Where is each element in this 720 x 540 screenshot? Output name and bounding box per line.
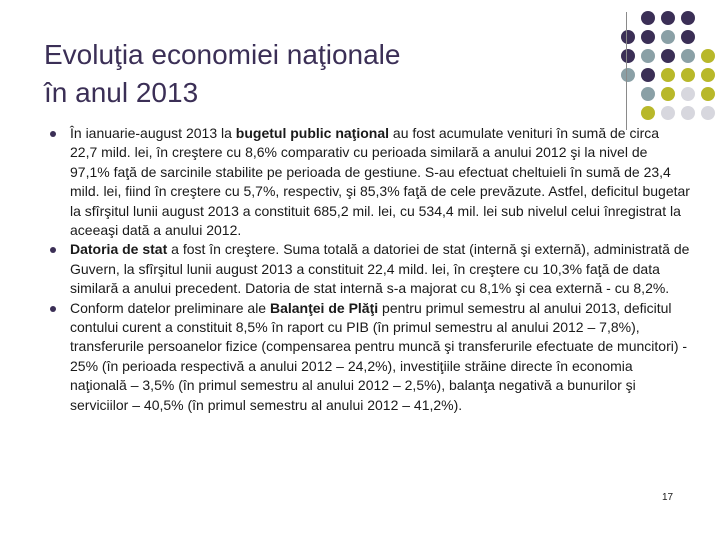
bullet-icon: [50, 306, 56, 312]
slide-title-line-2: în anul 2013: [44, 77, 199, 108]
text-segment: Conform datelor preliminare ale: [70, 299, 270, 316]
dot: [661, 87, 675, 101]
title-divider-line: [626, 12, 627, 130]
dot: [641, 106, 655, 120]
slide-title-line-1: Evoluţia economiei naţionale: [44, 39, 401, 70]
text-segment: au fost acumulate venituri în sumă de circa 22,7 mild. lei, în creştere cu 8,6% comparativ cu perioada similară a anului 2012 şi la nivel de 97,1% faţă de sarcinile stabilite pe perioada de gestiune. S-au efectuat cheltuieli în sumă de 23,4 mild. lei, fiind în creştere cu 5,7%, respectiv, şi 85,3% faţă de cele prevăzute. Astfel, deficitul bugetar la sfîrşitul lunii august 2013 a constituit 685,2 mil. lei, cu 534,4 mil. lei sub nivelul celui înregistrat la aceeaşi dată a anului 2012.: [70, 125, 690, 239]
dot: [661, 11, 675, 25]
dot: [701, 106, 715, 120]
dot: [641, 68, 655, 82]
dot: [681, 49, 695, 63]
dot: [641, 87, 655, 101]
bullet-text: [70, 299, 690, 415]
dot: [701, 49, 715, 63]
dot: [681, 68, 695, 82]
dot: [701, 68, 715, 82]
slide-title: [44, 36, 604, 112]
page-number: 17: [662, 492, 674, 503]
bullet-item-state-debt: [50, 240, 690, 298]
dot: [661, 106, 675, 120]
text-segment: a fost în creştere. Suma totală a datoriei de stat (internă şi externă), administrată de Guvern, la sfîrşitul lunii august 2013 a constituit 22,4 mild. lei, în creştere cu 10,3% faţă de data similară a anului precedent. Datoria de stat internă s-a majorat cu 8,1% şi cea externă - cu 8,2%.: [70, 241, 690, 297]
bullet-text: [70, 240, 690, 298]
bold-term: Balanţei de Plăţi: [269, 299, 379, 316]
bullet-icon: [50, 131, 56, 137]
dot: [641, 49, 655, 63]
dot: [641, 11, 655, 25]
bullet-list: [50, 124, 690, 415]
dot: [621, 68, 635, 82]
dot: [621, 49, 635, 63]
dot: [681, 11, 695, 25]
bullet-icon: [50, 247, 56, 253]
bullet-item-balance-of-payments: [50, 299, 690, 415]
dot: [661, 30, 675, 44]
dot: [641, 30, 655, 44]
text-segment: pentru primul semestru al anului 2013, deficitul contului curent a constituit 8,5% în raport cu PIB (în primul semestru al anului 2012 – 7,8%), transferurile persoanelor fizice (compensarea pentru muncă şi transferurile efectuate de muncitori) - 25% (în perioada respectivă a anului 2012 – 24,2%), investiţiile străine directe în economia naţională – 3,5% (în primul semestru al anului 2012 – 2,5%), balanţa negativă a bunurilor şi serviciilor – 40,5% (în primul semestru al anului 2012 – 41,2%).: [70, 299, 688, 413]
dot: [681, 87, 695, 101]
dot: [661, 68, 675, 82]
dot: [661, 49, 675, 63]
bullet-text: [70, 124, 690, 240]
dot: [701, 87, 715, 101]
bold-term: bugetul public naţional: [235, 125, 390, 141]
dot: [681, 30, 695, 44]
bold-term: Datoria de stat: [70, 241, 168, 258]
dot: [621, 30, 635, 44]
dot: [681, 106, 695, 120]
bullet-item-budget: [50, 124, 690, 240]
text-segment: În ianuarie-august 2013 la: [70, 125, 236, 141]
